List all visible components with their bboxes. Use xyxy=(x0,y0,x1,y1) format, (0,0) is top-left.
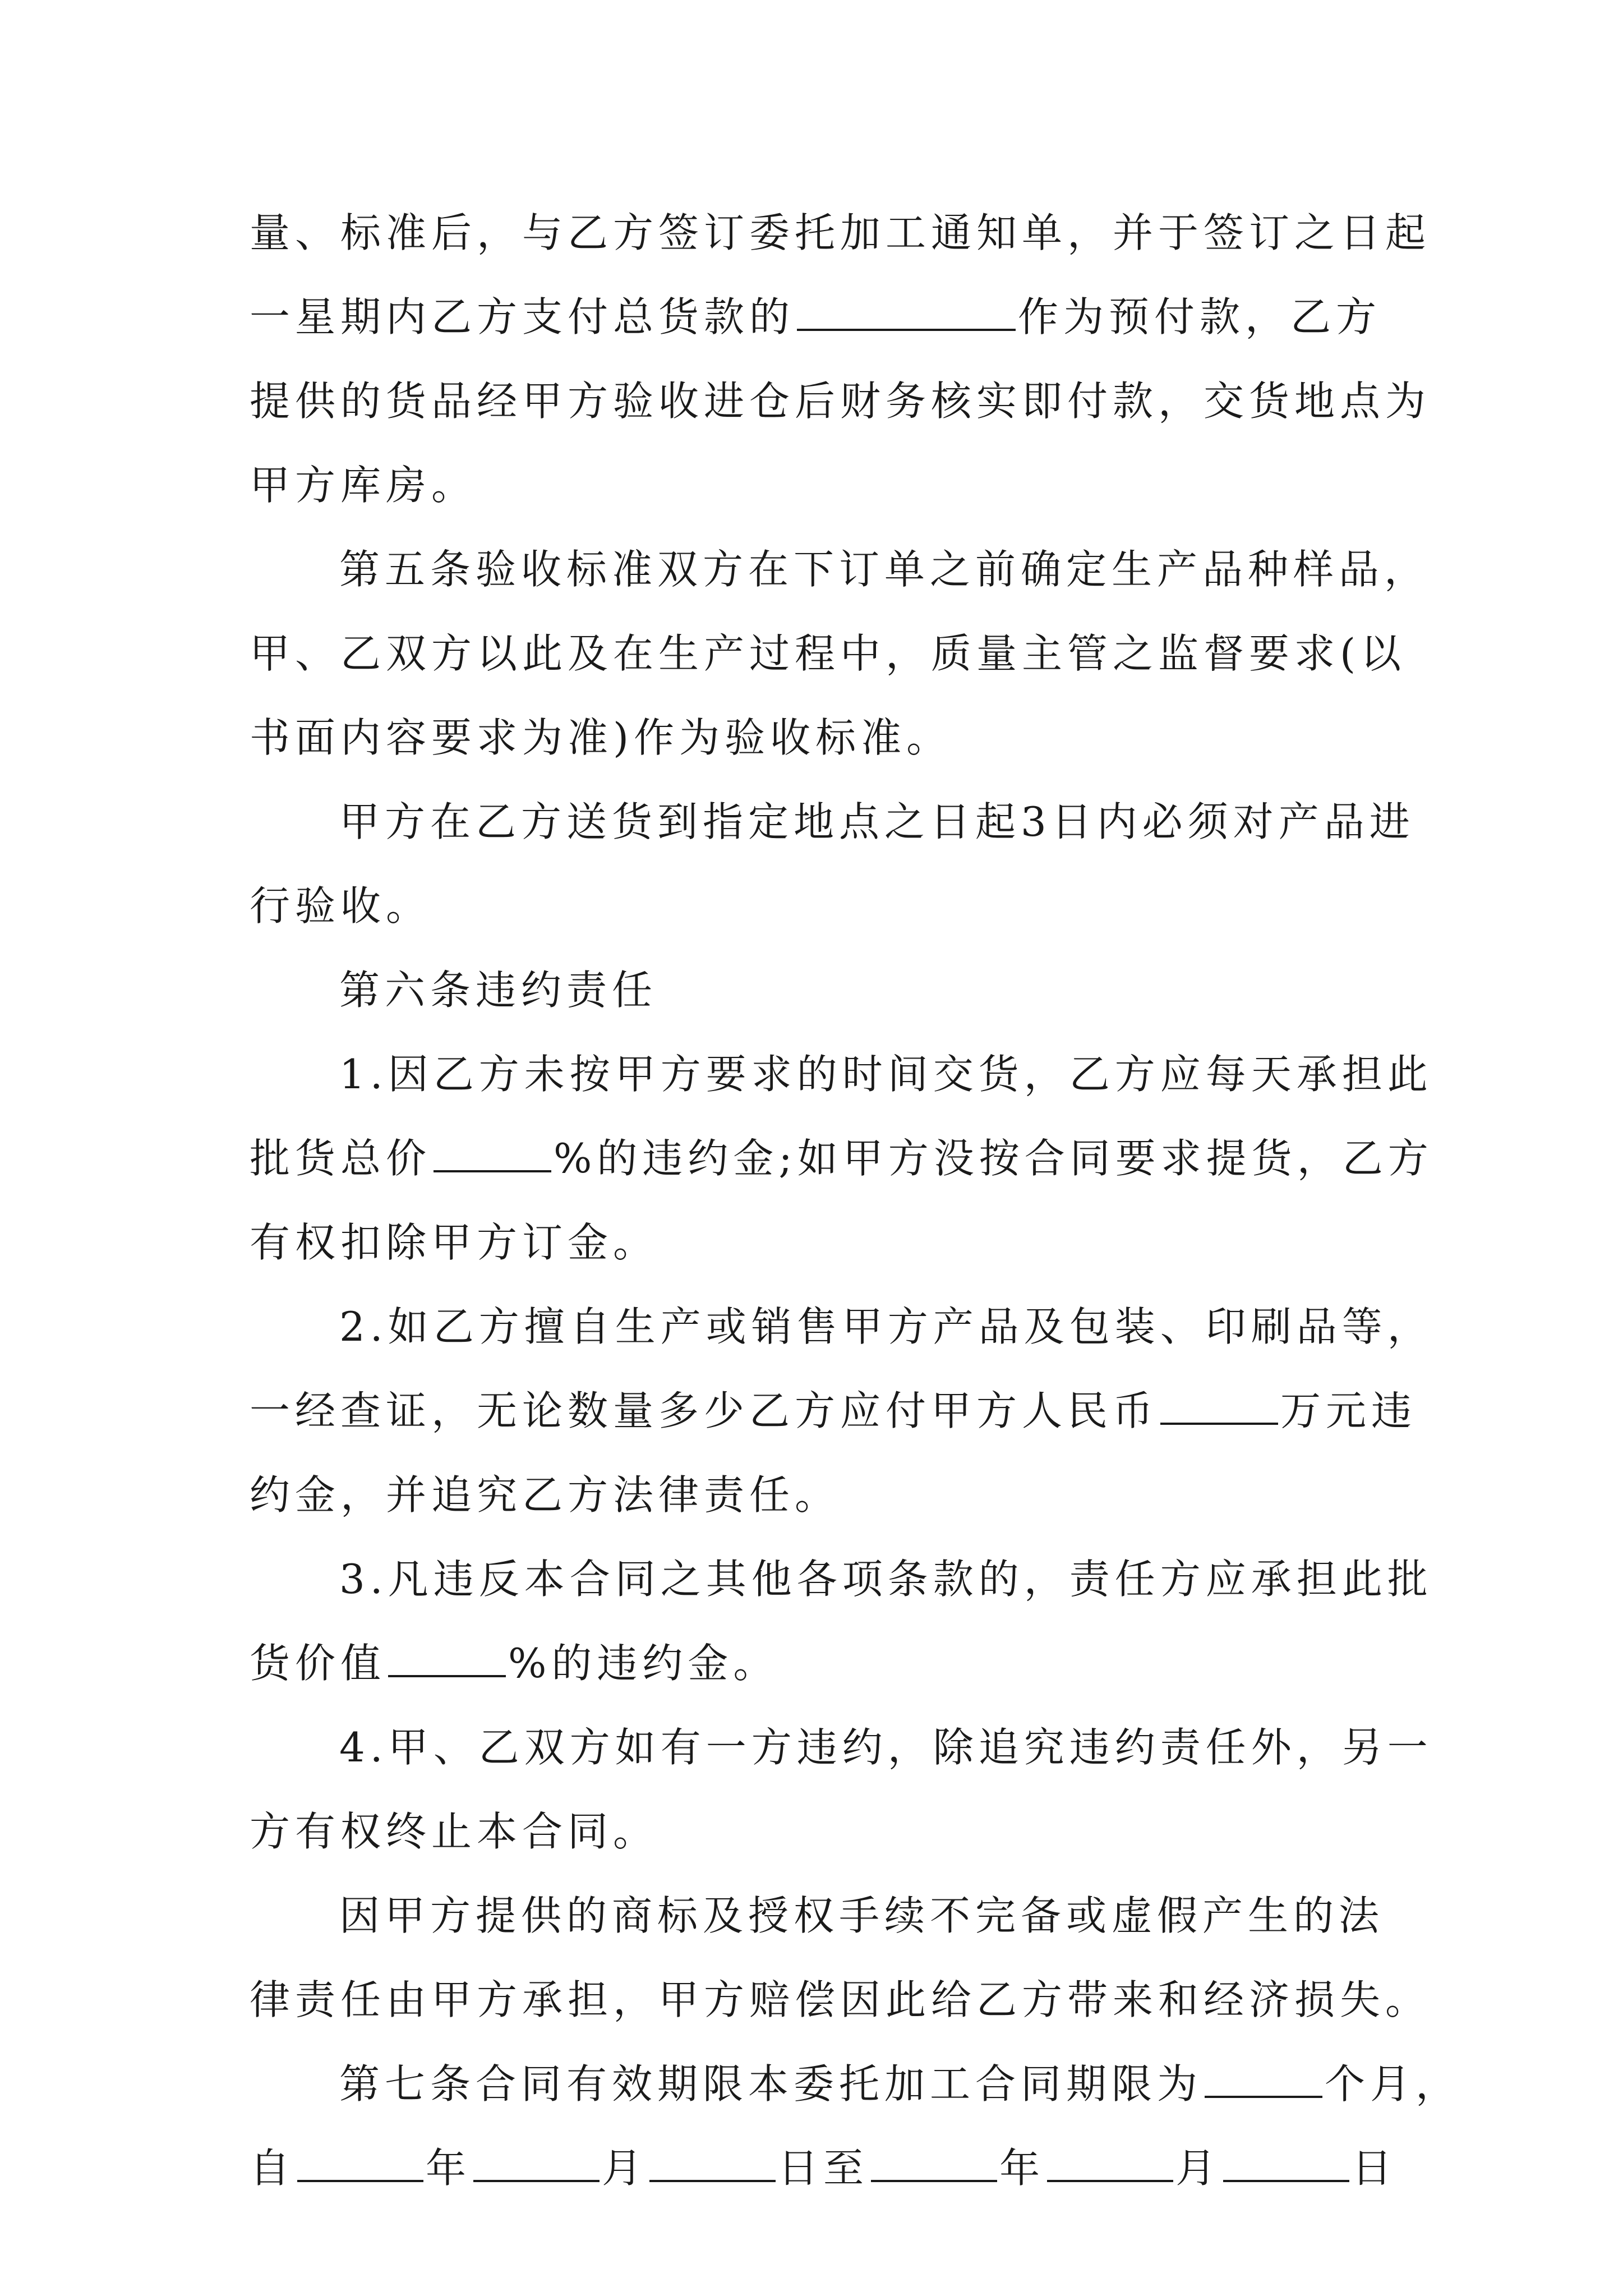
line-text: 第六条违约责任 xyxy=(339,967,658,1014)
line-text: 提供的货品经甲方验收进仓后财务核实即付款，交货地点为 xyxy=(250,378,1431,425)
text-line xyxy=(250,1369,1417,1453)
line-text: 年 xyxy=(999,2145,1045,2192)
line-text: 月 xyxy=(1175,2145,1221,2192)
text-line xyxy=(250,1537,1433,1621)
line-text: 第七条合同有效期限本委托加工合同期限为 xyxy=(339,2060,1203,2108)
line-text: 3.凡违反本合同之其他各项条款的，责任方应承担此批 xyxy=(339,1556,1433,1603)
text-line xyxy=(250,527,1430,611)
line-text: 万元违 xyxy=(1280,1387,1417,1434)
fill-blank-prepayment[interactable] xyxy=(797,292,1016,331)
line-text: 年 xyxy=(426,2145,472,2192)
fill-blank-value-percent[interactable] xyxy=(388,1638,506,1677)
line-text: 约金，并追究乙方法律责任。 xyxy=(250,1471,841,1519)
line-text: 1.因乙方未按甲方要求的时间交货，乙方应每天承担此 xyxy=(339,1051,1433,1098)
text-line xyxy=(250,2126,1398,2210)
line-text: 行验收。 xyxy=(250,882,432,930)
line-text: 作为预付款，乙方 xyxy=(1018,293,1382,341)
fill-blank-penalty-amount[interactable] xyxy=(1160,1386,1278,1425)
line-text: 2.如乙方擅自生产或销售甲方产品及包装、印刷品等， xyxy=(339,1303,1433,1350)
text-line xyxy=(250,1116,1433,1200)
text-line xyxy=(250,2042,1461,2126)
line-text: 第五条验收标准双方在下订单之前确定生产品种样品， xyxy=(339,546,1430,593)
line-text: 月 xyxy=(602,2145,648,2192)
text-line xyxy=(250,443,1377,527)
line-text: 甲方在乙方送货到指定地点之日起3日内必须对产品进 xyxy=(339,798,1415,845)
text-line xyxy=(250,1789,1377,1874)
text-line xyxy=(250,359,1431,443)
fill-blank-penalty-percent[interactable] xyxy=(434,1133,551,1172)
text-line xyxy=(250,1200,1377,1285)
line-text: 甲方库房。 xyxy=(250,462,477,509)
contract-body xyxy=(250,191,1461,2210)
fill-blank-months[interactable] xyxy=(1205,2059,1322,2098)
text-line xyxy=(250,1874,1385,1958)
fill-blank-end-year[interactable] xyxy=(871,2143,997,2182)
line-text: 因甲方提供的商标及授权手续不完备或虚假产生的法 xyxy=(339,1892,1385,1939)
fill-blank-start-year[interactable] xyxy=(297,2143,423,2182)
line-text: 一经查证，无论数量多少乙方应付甲方人民币 xyxy=(250,1387,1159,1434)
fill-blank-start-month[interactable] xyxy=(473,2143,600,2182)
line-text: 货价值 xyxy=(250,1640,386,1687)
line-text: %的违约金。 xyxy=(508,1640,779,1687)
line-text: 日 xyxy=(1352,2145,1398,2192)
line-text: 量、标准后，与乙方签订委托加工通知单，并于签订之日起 xyxy=(250,209,1431,256)
line-text: %的违约金;如甲方没按合同要求提货，乙方 xyxy=(554,1135,1433,1182)
text-line xyxy=(250,1705,1433,1789)
text-line xyxy=(250,611,1407,696)
text-line xyxy=(250,1285,1433,1369)
text-line xyxy=(250,864,1377,948)
line-text: 律责任由甲方承担，甲方赔偿因此给乙方带来和经济损失。 xyxy=(250,1976,1431,2023)
line-text: 一星期内乙方支付总货款的 xyxy=(250,293,795,341)
section-heading xyxy=(250,948,1377,1032)
fill-blank-start-day[interactable] xyxy=(649,2143,776,2182)
line-text: 个月， xyxy=(1325,2060,1461,2108)
fill-blank-end-month[interactable] xyxy=(1047,2143,1173,2182)
line-text: 有权扣除甲方订金。 xyxy=(250,1219,659,1266)
text-line xyxy=(250,780,1415,864)
line-text: 批货总价 xyxy=(250,1135,432,1182)
text-line xyxy=(250,696,1377,780)
text-line xyxy=(250,191,1431,275)
fill-blank-end-day[interactable] xyxy=(1223,2143,1349,2182)
line-text: 自 xyxy=(250,2145,296,2192)
line-text: 书面内容要求为准)作为验收标准。 xyxy=(250,714,952,761)
line-text: 日至 xyxy=(778,2145,869,2192)
text-line xyxy=(250,1958,1431,2042)
line-text: 甲、乙双方以此及在生产过程中，质量主管之监督要求(以 xyxy=(250,630,1407,677)
text-line xyxy=(250,1032,1433,1116)
text-line xyxy=(250,1453,1377,1537)
line-text: 4.甲、乙双方如有一方违约，除追究违约责任外，另一 xyxy=(339,1724,1433,1771)
text-line xyxy=(250,1621,1377,1705)
line-text: 方有权终止本合同。 xyxy=(250,1808,659,1855)
text-line xyxy=(250,275,1382,359)
